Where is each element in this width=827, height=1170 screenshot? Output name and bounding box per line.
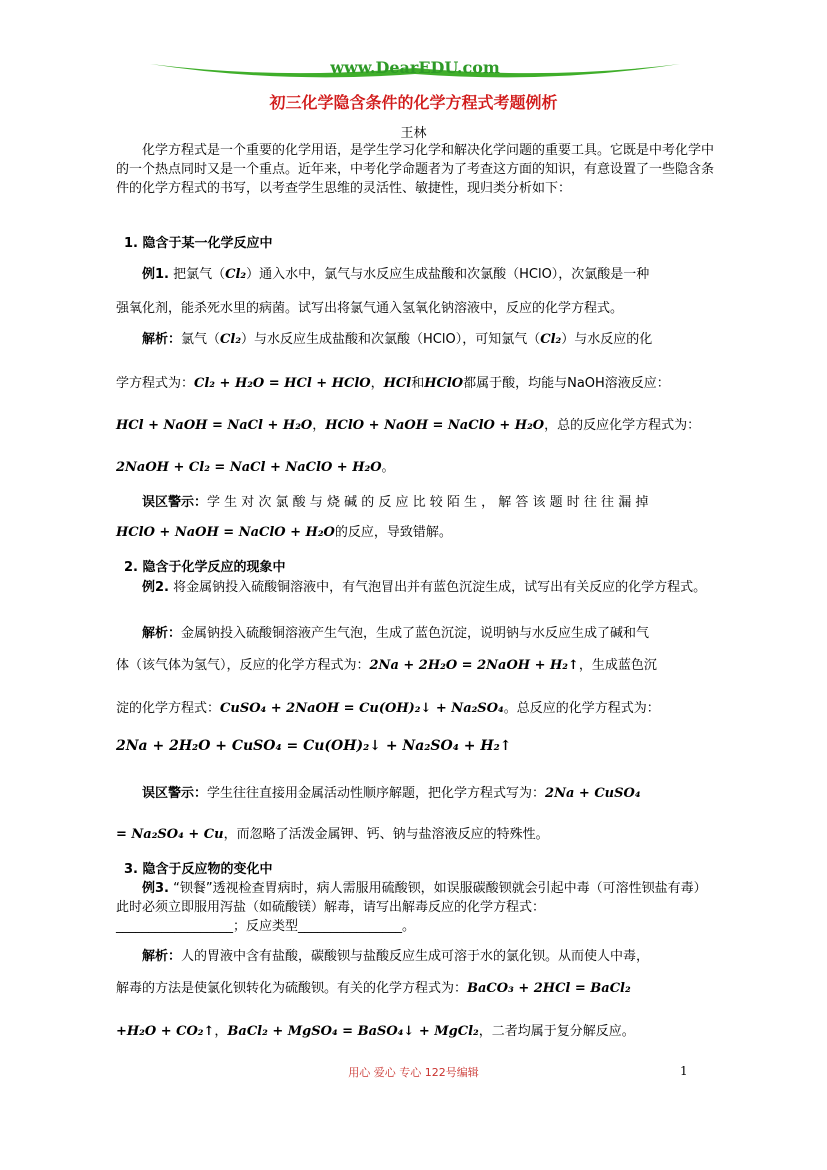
text: 的反应，导致错解。	[334, 525, 452, 540]
equation: 2Na + CuSO₄	[545, 786, 641, 801]
equation: CuSO₄ + 2NaOH = Cu(OH)₂↓ + Na₂SO₄	[220, 701, 504, 716]
pitfall-1-line-2	[116, 521, 452, 540]
pitfall-1-line-1	[142, 491, 648, 510]
section-1-heading: 1. 隐含于某一化学反应中	[124, 236, 273, 251]
text: 金属钠投入硫酸铜溶液产生气泡，生成了蓝色沉淀，说明钠与水反应生成了碱和气	[181, 626, 650, 641]
text: 学方程式为：	[116, 376, 195, 391]
text: ，二者均属于复分解反应。	[478, 1024, 635, 1039]
analysis-3-line-1	[142, 945, 649, 964]
pitfall-2-line-1	[142, 782, 641, 801]
analysis-1-line-4	[116, 456, 395, 475]
example-3-paragraph	[116, 879, 718, 936]
equation: BaCl₂ + MgSO₄ = BaSO₄↓ + MgCl₂	[227, 1024, 479, 1039]
text: 和	[411, 376, 425, 391]
example-2-paragraph	[116, 578, 718, 597]
analysis-2-line-3	[116, 697, 660, 716]
text: 人的胃液中含有盐酸，碳酸钡与盐酸反应生成可溶于水的氯化钡。从而使人中毒，	[181, 949, 650, 964]
page-footer: 用心 爱心 专心 122号编辑	[348, 1066, 479, 1079]
analysis-3-line-3	[116, 1020, 635, 1039]
formula: Cl₂	[540, 332, 562, 347]
analysis-1-line-3	[116, 414, 700, 433]
analysis-2-line-1	[142, 622, 649, 641]
author-name: 王林	[400, 126, 427, 141]
text: ，而忽略了活泼金属钾、钙、钠与盐溶液反应的特殊性。	[223, 827, 549, 842]
example-label: 例1.	[142, 267, 169, 282]
analysis-label: 解析：	[142, 332, 182, 347]
text: 体（该气体为氢气），反应的化学方程式为：	[116, 658, 370, 673]
text: 淀的化学方程式：	[116, 701, 221, 716]
text: ，	[370, 376, 384, 391]
text: 把氯气（	[168, 267, 226, 282]
analysis-3-line-2	[116, 977, 631, 996]
equation: BaCO₃ + 2HCl = BaCl₂	[467, 981, 631, 996]
analysis-label: 解析：	[142, 626, 182, 641]
text: ）与水反应的化	[561, 332, 653, 347]
equation: Cl₂ + H₂O = HCl + HClO	[194, 376, 371, 391]
equation: HClO + NaOH = NaClO + H₂O	[325, 418, 545, 433]
text: ）与水反应生成盐酸和次氯酸（HClO），可知氯气（	[241, 332, 541, 347]
text: 将金属钠投入硫酸铜溶液中，有气泡冒出并有蓝色沉淀生成，试写出有关反应的化学方程式。	[168, 580, 707, 595]
formula: Cl₂	[225, 267, 247, 282]
example-label: 例2.	[142, 580, 169, 595]
section-3-heading: 3. 隐含于反应物的变化中	[124, 862, 273, 877]
site-logo-text: www.DearEDU.com	[330, 58, 500, 77]
analysis-2-line-4	[116, 738, 511, 754]
text: 学生往往直接用金属活动性顺序解题，把化学方程式写为：	[207, 786, 546, 801]
pitfall-2-line-2	[116, 823, 549, 842]
pitfall-label: 误区警示：	[142, 495, 208, 510]
document-title: 初三化学隐含条件的化学方程式考题例析	[269, 93, 558, 112]
analysis-1-line-2	[116, 372, 670, 391]
equation: +H₂O + CO₂↑	[116, 1024, 215, 1039]
example-1-line-1	[142, 263, 649, 282]
text: 氯气（	[181, 332, 221, 347]
text: ，	[312, 418, 326, 433]
equation: 2Na + 2H₂O + CuSO₄ = Cu(OH)₂↓ + Na₂SO₄ + H₂↑	[116, 738, 512, 754]
equation: HCl + NaOH = NaCl + H₂O	[116, 418, 313, 433]
page-number: 1	[680, 1064, 688, 1078]
text: “钡餐”透视检查胃病时，病人需服用硫酸钡，如误服碳酸钡就会引起中毒（可溶性钡盐有毒）此时必须立即服用泻盐（如硫酸镁）解毒，请写出解毒反应的化学方程式：	[116, 881, 707, 915]
equation: HClO + NaOH = NaClO + H₂O	[116, 525, 335, 540]
text: 解毒的方法是使氯化钡转化为硫酸钡。有关的化学方程式为：	[116, 981, 468, 996]
formula: Cl₂	[220, 332, 242, 347]
text: 。	[381, 460, 395, 475]
text: 学 生 对 次 氯 酸 与 烧 碱 的 反 应 比 较 陌 生 ， 解 答 该 题 时 往 往 漏 掉	[207, 495, 649, 510]
text: ，	[214, 1024, 228, 1039]
pitfall-label: 误区警示：	[142, 786, 208, 801]
text: ，生成蓝色沉	[578, 658, 657, 673]
answer-blanks: __________________；反应类型________________。	[116, 919, 416, 934]
formula: HCl	[383, 376, 412, 391]
text: ）通入水中，氯气与水反应生成盐酸和次氯酸（HClO），次氯酸是一种	[246, 267, 650, 282]
example-label: 例3.	[142, 881, 169, 896]
analysis-2-line-2	[116, 654, 657, 673]
example-1-line-2: 强氧化剂，能杀死水里的病菌。试写出将氯气通入氢氧化钠溶液中，反应的化学方程式。	[116, 301, 624, 316]
intro-paragraph: 化学方程式是一个重要的化学用语，是学生学习化学和解决化学问题的重要工具。它既是中考化学中的一个热点同时又是一个重点。近年来，中考化学命题者为了考查这方面的知识，有意设置了一些隐含条件的化学方程式的书写，以考查学生思维的灵活性、敏捷性，现归类分析如下：	[116, 143, 715, 196]
equation: = Na₂SO₄ + Cu	[116, 827, 224, 842]
equation: 2NaOH + Cl₂ = NaCl + NaClO + H₂O	[116, 460, 382, 475]
text: 都属于酸，均能与NaOH溶液反应：	[463, 376, 670, 391]
equation: 2Na + 2H₂O = 2NaOH + H₂↑	[369, 658, 579, 673]
text: ，总的反应化学方程式为：	[544, 418, 701, 433]
header-logo	[150, 54, 680, 86]
analysis-label: 解析：	[142, 949, 182, 964]
section-2-heading: 2. 隐含于化学反应的现象中	[124, 560, 286, 575]
formula: HClO	[424, 376, 464, 391]
analysis-1-line-1	[142, 328, 652, 347]
text: 。总反应的化学方程式为：	[503, 701, 660, 716]
